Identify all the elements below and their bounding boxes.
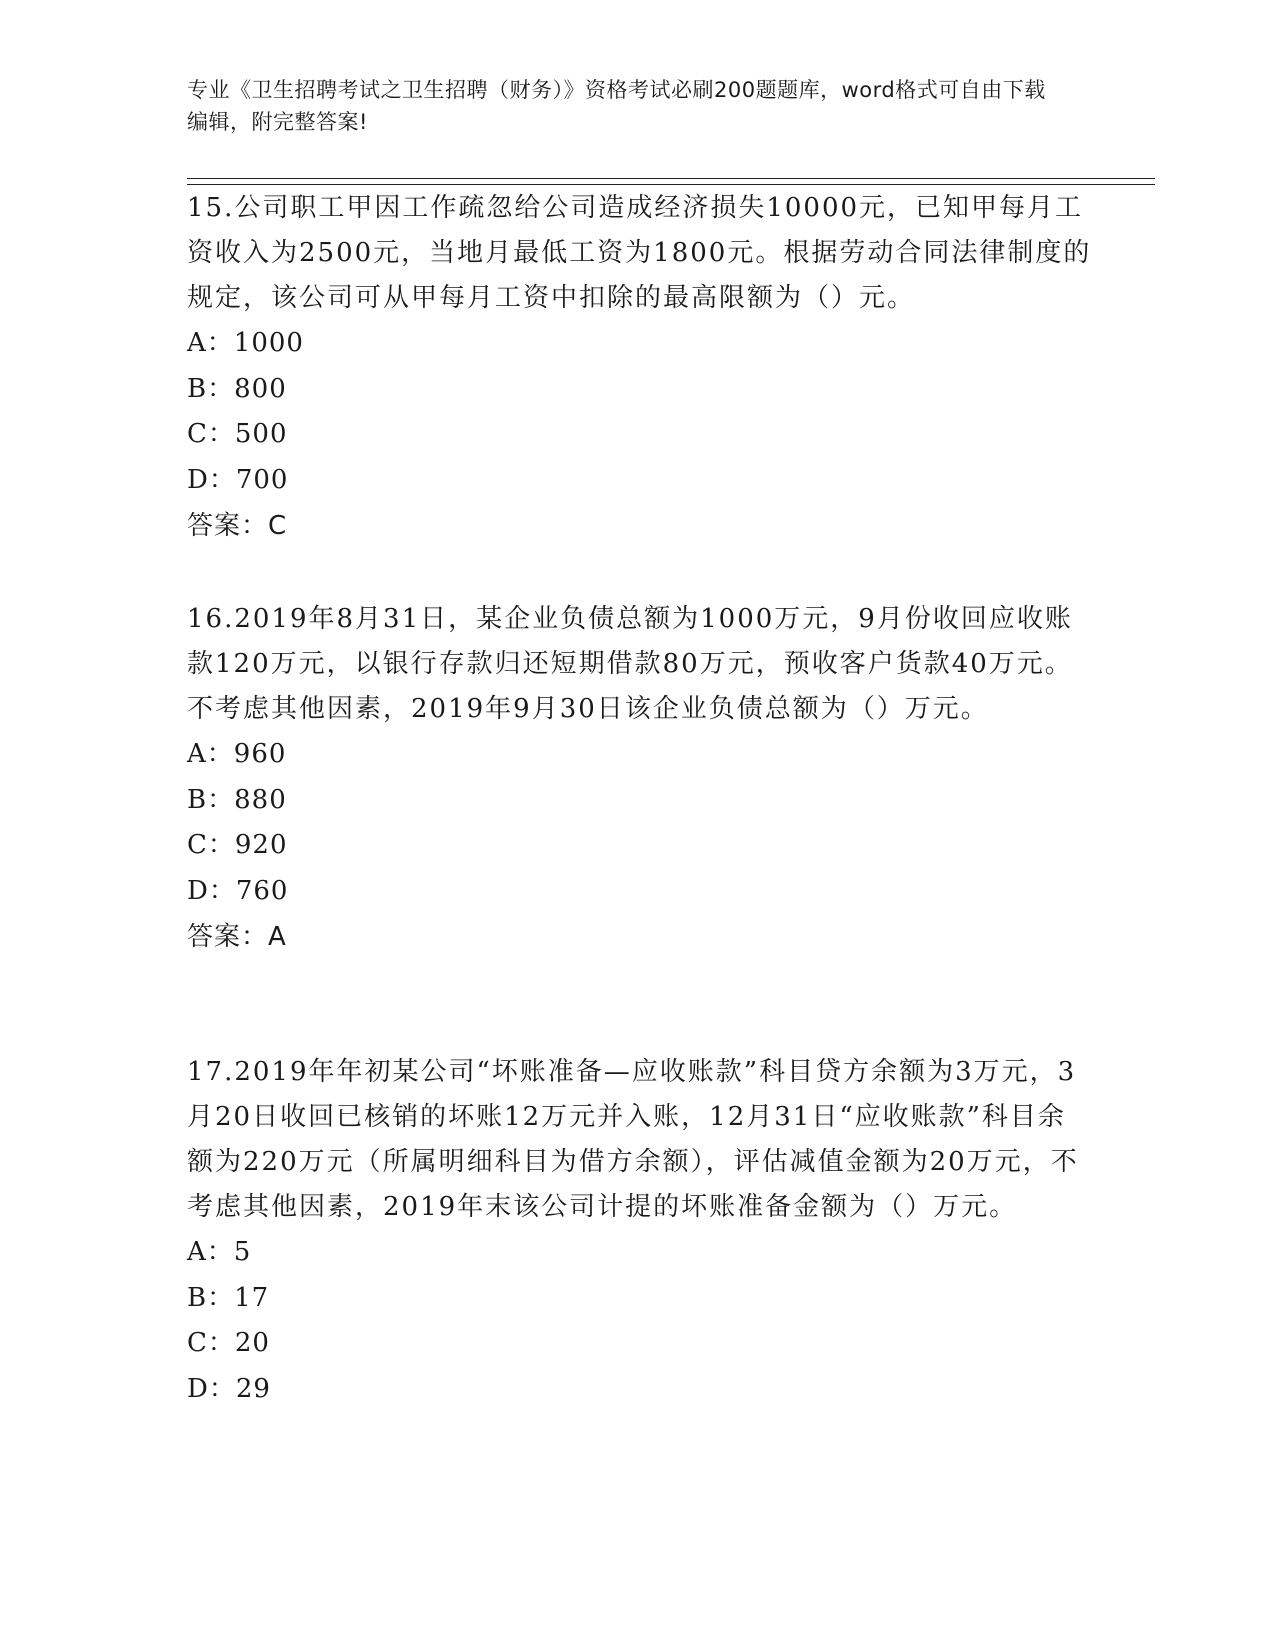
- option-c: C：920: [187, 830, 288, 860]
- document-title: 专业《卫生招聘考试之卫生招聘（财务）》资格考试必刷200题题库，word格式可自由下载编辑，附完整答案!: [187, 78, 1046, 134]
- question-16: [187, 597, 1092, 960]
- option-a: A：960: [187, 739, 287, 769]
- question-text: 15.公司职工甲因工作疏忽给公司造成经济损失10000元，已知甲每月工资收入为2500元，当地月最低工资为1800元。根据劳动合同法律制度的规定，该公司可从甲每月工资中扣除的最高限额为（）元。: [187, 193, 1092, 313]
- document-header: [187, 74, 1067, 138]
- question-15: [187, 186, 1092, 549]
- option-b: B：17: [187, 1282, 270, 1313]
- option-b: B：880: [187, 784, 287, 815]
- header-divider-top: [187, 178, 1155, 179]
- question-text: 17.2019年年初某公司“坏账准备—应收账款”科目贷方余额为3万元，3月20日收回已核销的坏账12万元并入账，12月31日“应收账款”科目余额为220万元（所属明细科目为借方余额），评估减值金额为20万元，不考虑其他因素，2019年末该公司计提的坏账准备金额为（）万元。: [187, 1057, 1079, 1222]
- option-a: A：1000: [187, 328, 304, 358]
- option-b: B：800: [187, 373, 287, 404]
- option-a: A：5: [187, 1237, 252, 1267]
- option-d: D：760: [187, 875, 289, 906]
- question-17: [187, 1050, 1092, 1412]
- option-d: D：29: [187, 1373, 271, 1404]
- question-text: 16.2019年8月31日，某企业负债总额为1000万元，9月份收回应收账款120万元，以银行存款归还短期借款80万元，预收客户货款40万元。不考虑其他因素，2019年9月30日该企业负债总额为（）万元。: [187, 604, 1073, 724]
- answer: 答案：A: [187, 922, 287, 952]
- option-c: C：20: [187, 1328, 270, 1358]
- option-d: D：700: [187, 464, 289, 495]
- option-c: C：500: [187, 419, 288, 449]
- header-divider-bottom: [187, 184, 1155, 185]
- answer: 答案：C: [187, 511, 288, 541]
